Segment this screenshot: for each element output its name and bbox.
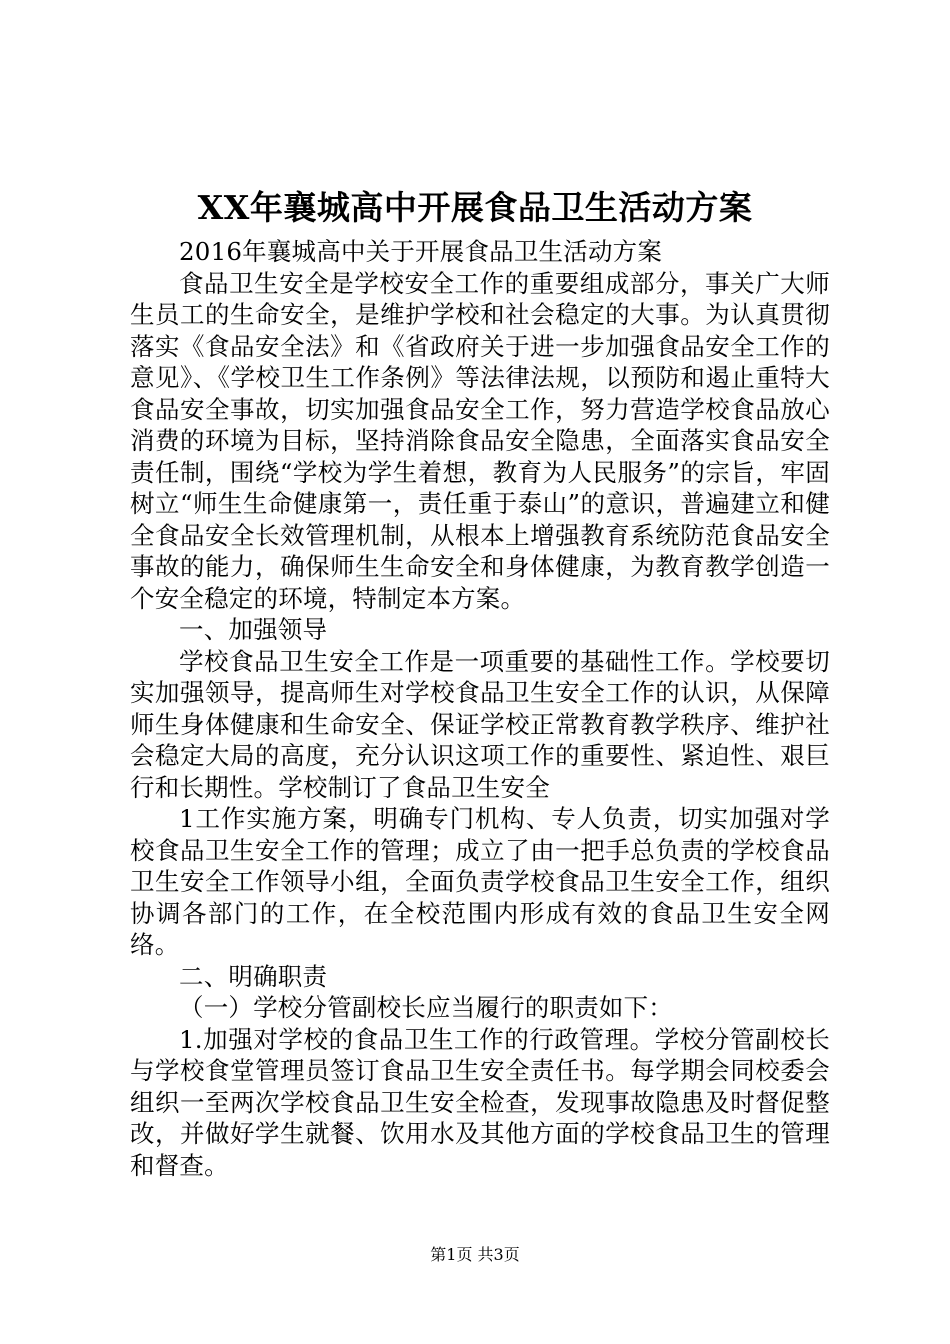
document-body	[130, 236, 830, 1181]
page-number-footer: 第1页 共3页	[430, 1245, 520, 1264]
subsection-heading-vice-principal: （一）学校分管副校长应当履行的职责如下：	[179, 993, 673, 1022]
duty-item-1: 1.加强对学校的食品卫生工作的行政管理。学校分管副校长与学校食堂管理员签订食品卫生安全责任书。每学期会同校委会组织一至两次学校食品卫生安全检查，发现事故隐患及时督促整改，并做好学生就餐、饮用水及其他方面的学校食品卫生的管理和督查。	[130, 1024, 830, 1180]
document-title: XX年襄城高中开展食品卫生活动方案	[197, 188, 753, 227]
leadership-paragraph: 学校食品卫生安全工作是一项重要的基础性工作。学校要切实加强领导，提高师生对学校食品卫生安全工作的认识，从保障师生身体健康和生命安全、保证学校正常教育教学秩序、维护社会稳定大局的高度，充分认识这项工作的重要性、紧迫性、艰巨行和长期性。学校制订了食品卫生安全	[130, 646, 830, 802]
implementation-paragraph: 1工作实施方案，明确专门机构、专人负责，切实加强对学校食品卫生安全工作的管理；成立了由一把手总负责的学校食品卫生安全工作领导小组，全面负责学校食品卫生安全工作，组织协调各部门的工作，在全校范围内形成有效的食品卫生安全网络。	[130, 804, 830, 959]
intro-paragraph: 食品卫生安全是学校安全工作的重要组成部分，事关广大师生员工的生命安全，是维护学校和社会稳定的大事。为认真贯彻落实《食品安全法》和《省政府关于进一步加强食品安全工作的意见》、《学校卫生工作条例》等法律法规，以预防和遏止重特大食品安全事故，切实加强食品安全工作，努力营造学校食品放心消费的环境为目标，坚持消除食品安全隐患，全面落实食品安全责任制，围绕“学校为学生着想，教育为人民服务”的宗旨，牢固树立“师生生命健康第一，责任重于泰山”的意识，普遍建立和健全食品安全长效管理机制，从根本上增强教育系统防范食品安全事故的能力，确保师生生命安全和身体健康，为教育教学创造一个安全稳定的环境，特制定本方案。	[130, 268, 830, 613]
section-heading-responsibilities: 二、明确职责	[179, 961, 328, 991]
section-heading-leadership: 一、加强领导	[179, 615, 328, 644]
subtitle-paragraph: 2016年襄城高中关于开展食品卫生活动方案	[179, 237, 663, 266]
